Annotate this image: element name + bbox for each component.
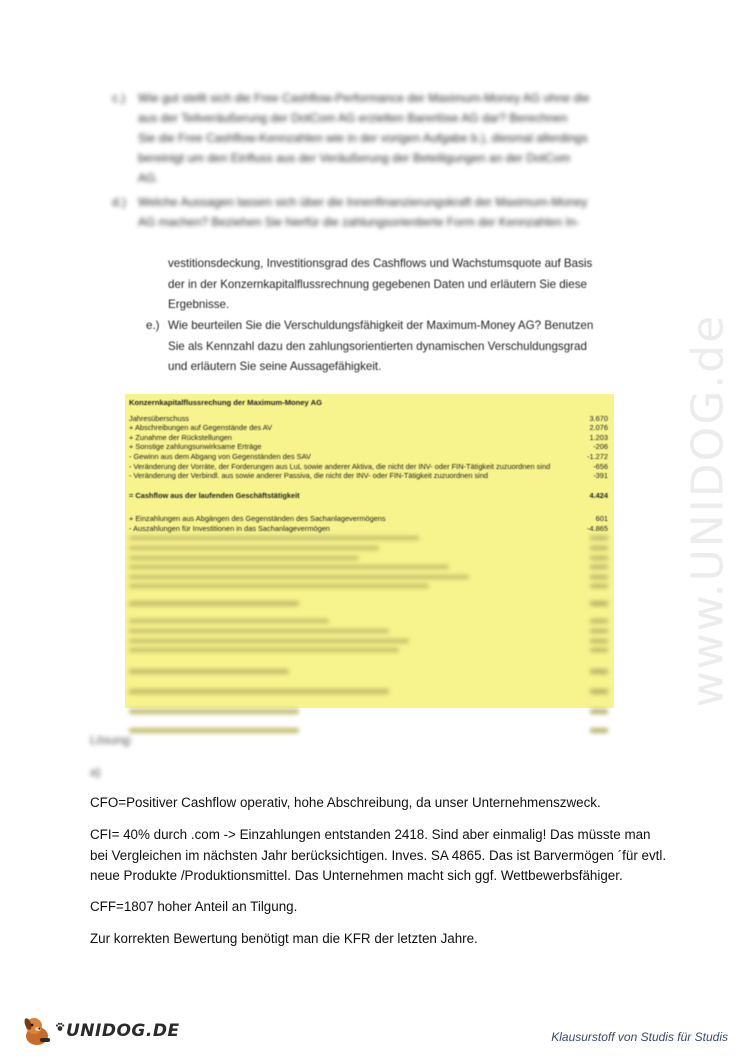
logo-text: UNIDOG.DE	[66, 1021, 180, 1041]
answer-paragraph-cff: CFF=1807 hoher Anteil an Tilgung.	[90, 899, 298, 914]
paw-icon	[55, 1022, 65, 1032]
table-row: + Einzahlungen aus Abgängen des Gegenständen des Sachanlagevermögens 601	[129, 514, 608, 524]
cashflow-operating-row: = Cashflow aus der laufenden Geschäftstätigkeit 4.424	[129, 490, 608, 500]
answer-paragraph-cfi: CFI= 40% durch .com -> Einzahlungen entstanden 2418. Sind aber einmalig! Das müsste man bei Vergleichen im nächsten Jahr berücksichtigen. Inves. SA 4865. Das ist Barvermögen ´für evtl. neue Produkte /Produktionsmittel. Das Unternehmen macht sich ggf. Wettbewerbsfähiger.	[90, 827, 667, 883]
answer-paragraph-kfr: Zur korrekten Bewertung benötigt man die KFR der letzten Jahre.	[90, 931, 478, 946]
cashflow-table	[125, 394, 614, 708]
unidog-logo	[20, 1014, 180, 1048]
watermark: www.UNIDOG.de	[682, 313, 734, 707]
answer-paragraph-cfo: CFO=Positiver Cashflow operativ, hohe Abschreibung, da unser Unternehmenszweck.	[90, 795, 601, 810]
question-d: d.) Welche Aussagen lassen sich über die Innenfinanzierungskraft der Maximum-Money AG machen? Beziehen Sie hierfür die zahlungsorientierte Form der Kennzahlen In-	[112, 195, 588, 229]
table-row: - Auszahlungen für Investitionen in das Sachanlagevermögen -4.865	[129, 523, 608, 533]
table-title: Konzernkapitalflussrechung der Maximum-Money AG	[129, 398, 322, 407]
answer-heading: Lösung:	[90, 733, 133, 747]
question-c: c.) Wie gut stellt sich die Free Cashflow-Performance der Maximum-Money AG ohne die aus der Teilveräußerung der DotCom AG erzielten Barerlöse AG dar? Berechnen Sie die Free Cashflow-Kennzahlen wie in der vorigen Aufgabe b.), diesmal allerdings bereinigt um den Einfluss aus der Veräußerung der Beteiligungen an der DotCom AG.	[112, 91, 590, 185]
question-e: e.) Wie beurteilen Sie die Verschuldungsfähigkeit der Maximum-Money AG? Benutzen Sie als Kennzahl dazu den zahlungsorientierten dynamischen Verschuldungsgrad und erläutern Sie seine Aussagefähigkeit.	[146, 319, 594, 373]
table-row: - Gewinn aus dem Abgang von Gegenständen des SAV -1.272	[129, 451, 608, 461]
question-d-continued: vestitionsdeckung, Investitionsgrad des Cashflows und Wachstumsquote auf Basis der in der Konzernkapitalflussrechnung gegebenen Daten und erläutern Sie diese Ergebnisse.	[168, 257, 593, 311]
answer-sub: a)	[90, 765, 101, 779]
table-row: + Zunahme der Rückstellungen 1.203	[129, 432, 608, 442]
footer-slogan: Klausurstoff von Studis für Studis	[551, 1030, 728, 1044]
table-row: + Abschreibungen auf Gegenstände des AV 2.076	[129, 423, 608, 433]
table-rows-illegible	[125, 534, 614, 736]
table-row: - Veränderung der Vorräte, der Forderungen aus LuL sowie anderer Aktiva, die nicht der INV- oder FIN-Tätigkeit zuzuordnen sind -656	[129, 461, 608, 471]
table-row: - Veränderung der Verbindl. aus sowie anderer Passiva, die nicht der INV- oder FIN-Tätigkeit zuzuordnen sind -391	[129, 471, 608, 481]
dog-icon	[20, 1014, 54, 1048]
table-row: Jahresüberschuss 3.670	[129, 413, 608, 423]
table-rows-top	[125, 414, 614, 534]
table-row: + Sonstige zahlungsunwirksame Erträge -206	[129, 442, 608, 452]
